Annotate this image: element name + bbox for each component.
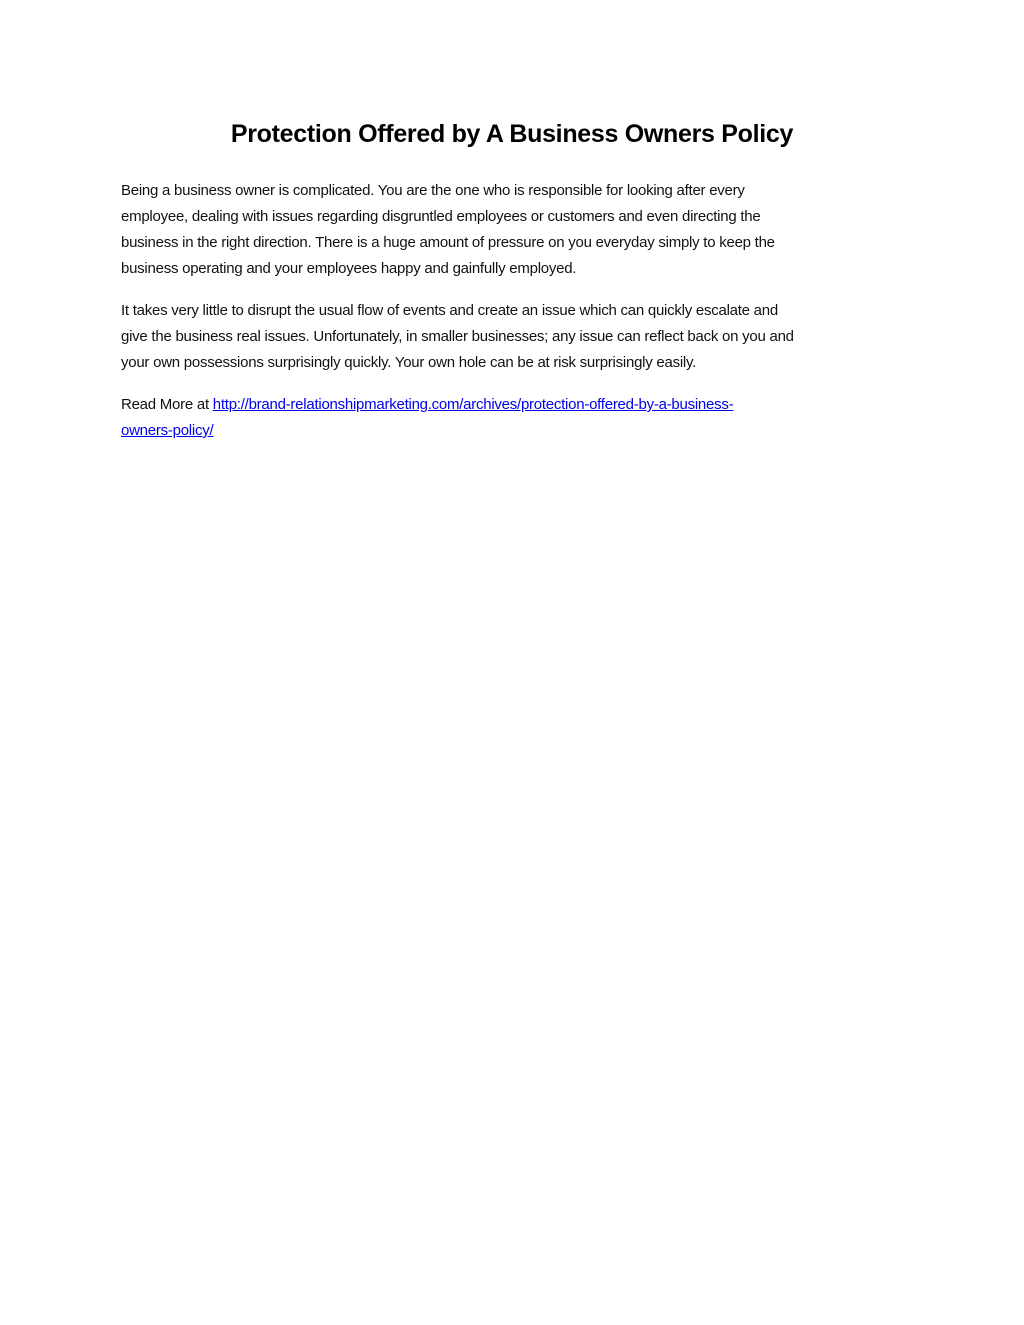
paragraph-line: It takes very little to disrupt the usual flow of events and create an issue which can quickly escalate and [121,302,778,319]
read-more-line-2 [121,418,921,444]
read-more-link[interactable]: http://brand-relationshipmarketing.com/archives/protection-offered-by-a-business- [212,396,734,413]
paragraph-2 [121,298,921,376]
read-more-prefix: Read More at [121,396,213,413]
paragraph-line: business in the right direction. There is a huge amount of pressure on you everyday simply to keep the [121,234,775,251]
paragraph-line: employee, dealing with issues regarding disgruntled employees or customers and even directing the [121,208,761,225]
read-more-paragraph [121,392,921,444]
read-more-link-continued[interactable]: owners-policy/ [121,422,214,439]
read-more-line-1 [121,392,921,418]
paragraph-line: Being a business owner is complicated. You are the one who is responsible for looking after every [121,182,745,199]
paragraph-line: give the business real issues. Unfortunately, in smaller businesses; any issue can reflect back on you and [121,328,794,345]
paragraph-line: your own possessions surprisingly quickly. Your own hole can be at risk surprisingly easily. [121,354,697,371]
document-title: Protection Offered by A Business Owners Policy [230,120,794,148]
paragraph-1 [121,178,921,282]
paragraph-line: business operating and your employees happy and gainfully employed. [121,260,577,277]
